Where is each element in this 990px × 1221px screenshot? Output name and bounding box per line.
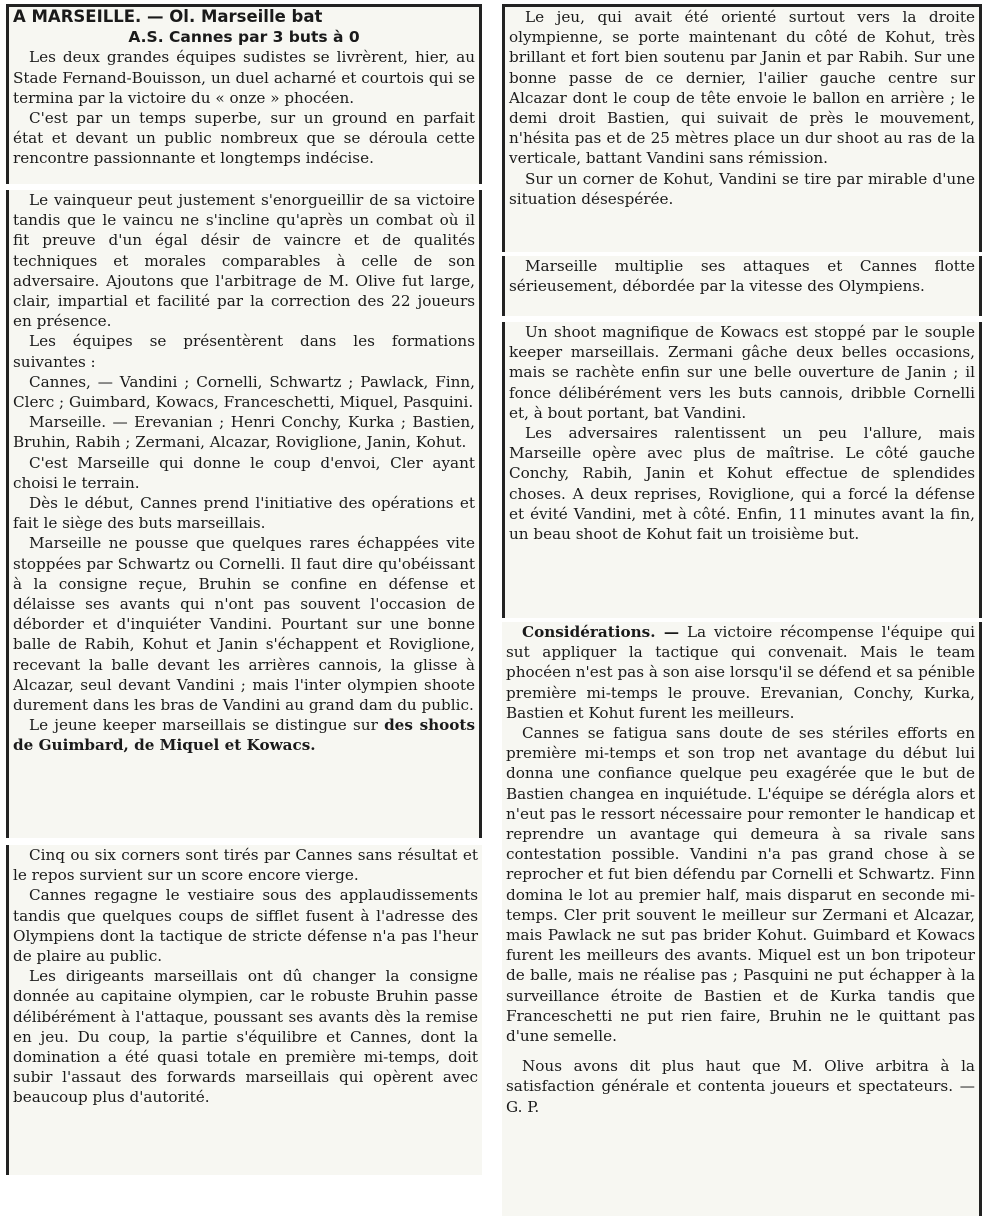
team-lineup-cannes: Cannes, — Vandini ; Cornelli, Schwartz ; Pawlack, Finn, Clerc ; Guimbard, Kowacs, Franceschetti, Miquel, Pasquini. (13, 372, 475, 412)
paragraph: C'est par un temps superbe, sur un ground en parfait état et devant un public nombreux que se déroula cette rencontre passionnante et longtemps indécise. (13, 109, 475, 168)
article-clip-2 (6, 190, 482, 838)
article-clip-4 (502, 4, 982, 252)
paragraph: Cinq ou six corners sont tirés par Cannes sans résultat et le repos survient sur un score encore vierge. (13, 846, 478, 885)
paragraph-bold-text: des shoots de Guimbard, de Miquel et Kowacs. (13, 716, 475, 755)
paragraph: Cannes se fatigua sans doute de ses stériles efforts en première mi-temps et son trop net avantage du début lui donna une confiance quelque peu exagérée que le but de Bastien changea en inquiétude. L'équipe se dérégla alors et n'eut pas le ressort nécessaire pour remonter le handicap et reprendre un avantage qui demeura à sa rivale sans contestation possible. Vandini n'a pas grand chose à se reprocher et fut bien défendu par Cornelli et Schwartz. Finn domina le lot au premier half, mais disparut en seconde mi-temps. Cler prit souvent le meilleur sur Zermani et Alcazar, mais Pawlack ne sut pas brider Kohut. Guimbard et Kowacs furent les meilleurs des avants. Miquel est un bon tripoteur de balle, mais ne réalise pas ; Pasquini ne put échapper à la surveillance étroite de Bastien et de Kurka tandis que Franceschetti ne put rien faire, Bruhin ne le quittant pas d'une semelle. (506, 724, 975, 1046)
closing-paragraph: Nous avons dit plus haut que M. Olive arbitra à la satisfaction générale et contenta joueurs et spectateurs. — G. P. (506, 1057, 975, 1116)
paragraph: Le vainqueur peut justement s'enorgueillir de sa victoire tandis que le vaincu ne s'incline qu'après un combat où il fit preuve d'un égal désir de vaincre et de qualités techniques et morales comparables à celle de son adversaire. Ajoutons que l'arbitrage de M. Olive fut large, clair, impartial et facilité par la correction des 22 joueurs en présence. (13, 191, 475, 331)
article-clip-6 (502, 322, 982, 618)
paragraph: Marseille ne pousse que quelques rares échappées vite stoppées par Schwartz ou Cornelli. Il faut dire qu'obéissant à la consigne reçue, Bruhin se confine en défense et délaisse ses avants qui n'ont pas souvent l'occasion de déborder et d'inquiéter Vandini. Pourtant sur une bonne balle de Rabih, Kohut et Janin s'échappent et Roviglione, recevant la balle devant les arrières cannois, la glisse à Alcazar, seul devant Vandini ; mais l'inter olympien shoote durement dans les bras de Vandini au grand dam du public. (13, 534, 475, 715)
paragraph: Dès le début, Cannes prend l'initiative des opérations et fait le siège des buts marseillais. (13, 494, 475, 533)
paragraph: Les dirigeants marseillais ont dû changer la consigne donnée au capitaine olympien, car le robuste Bruhin passe délibérément à l'attaque, poussant ses avants dès la remise en jeu. Du coup, la partie s'équilibre et Cannes, dont la domination a été quasi totale en première mi-temps, doit subir l'assaut des forwards marseillais qui opèrent avec beaucoup plus d'autorité. (13, 967, 478, 1107)
paragraph: Cannes regagne le vestiaire sous des applaudissements tandis que quelques coups de sifflet fusent à l'adresse des Olympiens dont la tactique de stricte défense n'a pas l'heur de plaire au public. (13, 886, 478, 966)
paragraph: Les adversaires ralentissent un peu l'allure, mais Marseille opère avec plus de maîtrise. Le côté gauche Conchy, Rabih, Janin et Kohut effectue de splendides choses. A deux reprises, Roviglione, qui a forcé la défense et évité Vandini, met à côté. Enfin, 11 minutes avant la fin, un beau shoot de Kohut fait un troisième but. (509, 424, 975, 544)
paragraph: Les équipes se présentèrent dans les formations suivantes : (13, 332, 475, 371)
team-lineup-marseille: Marseille. — Erevanian ; Henri Conchy, Kurka ; Bastien, Bruhin, Rabih ; Zermani, Alcazar, Roviglione, Janin, Kohut. (13, 413, 475, 452)
paragraph: C'est Marseille qui donne le coup d'envoi, Cler ayant choisi le terrain. (13, 453, 475, 492)
paragraph-text: La victoire récompense l'équipe qui sut appliquer la tactique qui convenait. Mais le team phocéen n'est pas à son aise lorsqu'il se défend et sa pénible première mi-temps le prouve. Erevanian, Conchy, Kurka, Bastien et Kohut furent les meilleurs. (506, 623, 975, 722)
article-clip-1 (6, 4, 482, 184)
paragraph (506, 622, 975, 723)
paragraph: Un shoot magnifique de Kowacs est stoppé par le souple keeper marseillais. Zermani gâche deux belles occasions, mais se rachète enfin sur une belle ouverture de Janin ; il fonce délibérément vers les buts cannois, dribble Cornelli et, à bout portant, bat Vandini. (509, 323, 975, 422)
headline: A MARSEILLE. — Ol. Marseille bat (13, 7, 323, 26)
paragraph: Le jeu, qui avait été orienté surtout vers la droite olympienne, se porte maintenant du côté de Kohut, très brillant et fort bien soutenu par Janin et par Rabih. Sur une bonne passe de ce dernier, l'ailier gauche centre sur Alcazar dont le coup de tête envoie le ballon en arrière ; le demi droit Bastien, qui suivait de près le mouvement, n'hésita pas et de 25 mètres place un dur shoot au ras de la verticale, battant Vandini sans rémission. (509, 8, 975, 168)
paragraph: Sur un corner de Kohut, Vandini se tire par mirable d'une situation désespérée. (509, 169, 975, 208)
paragraph-text: Le jeune keeper marseillais se distingue sur (29, 716, 385, 735)
section-heading: Considérations. — (522, 623, 680, 641)
paragraph (13, 715, 475, 755)
paragraph: Marseille multiplie ses attaques et Cannes flotte sérieusement, débordée par la vitesse des Olympiens. (509, 257, 975, 296)
article-clip-7 (502, 622, 982, 1216)
paragraph: Les deux grandes équipes sudistes se livrèrent, hier, au Stade Fernand-Bouisson, un duel acharné et courtois qui se termina par la victoire du « onze » phocéen. (13, 48, 475, 107)
article-clip-5 (502, 256, 982, 316)
subheadline: A.S. Cannes par 3 buts à 0 (128, 28, 360, 47)
article-clip-3 (6, 845, 482, 1175)
